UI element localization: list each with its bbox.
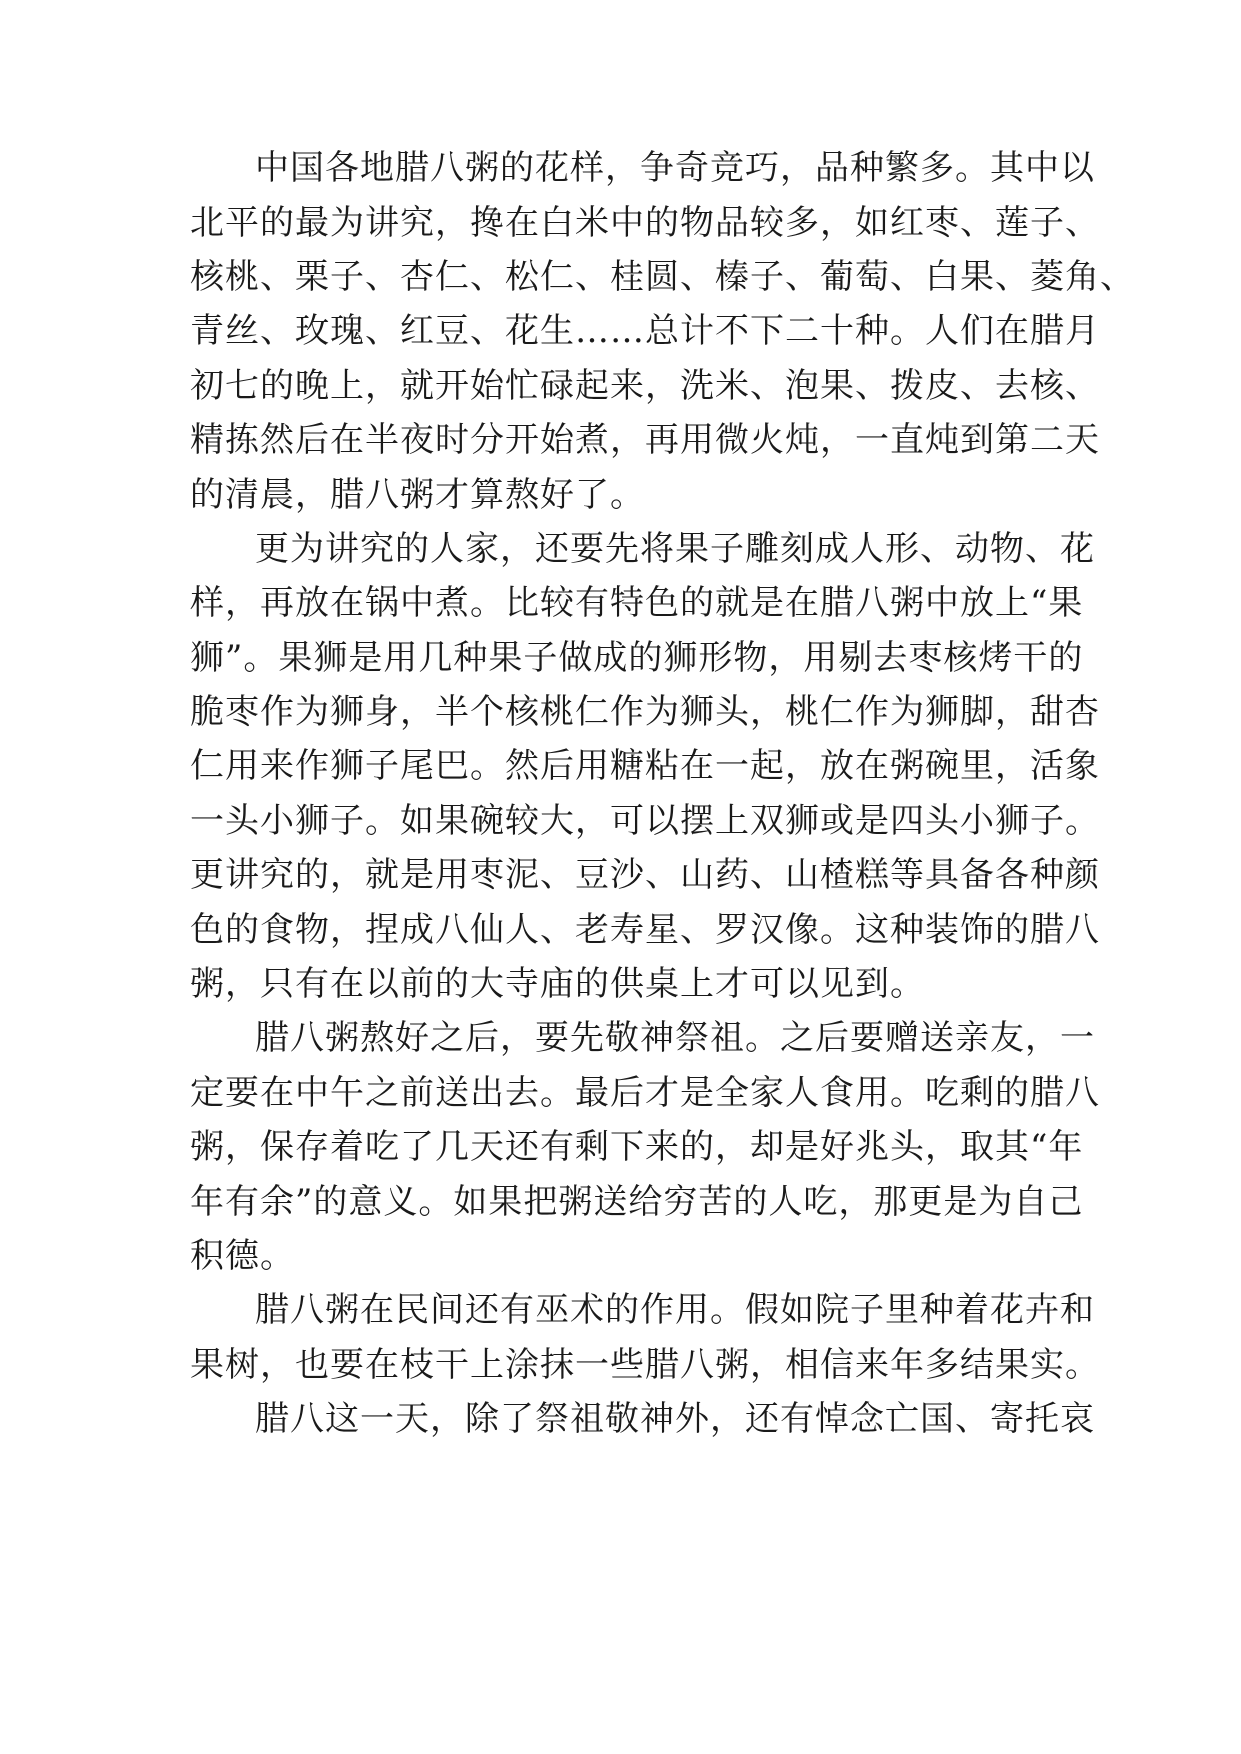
paragraph-1-line-2: 北平的最为讲究，搀在白米中的物品较多，如红枣、莲子、 [190, 203, 1100, 243]
paragraph-3-line-4: 年有余”的意义。如果把粥送给穷苦的人吃，那更是为自己 [190, 1182, 1084, 1222]
paragraph-5-line-1: 腊八这一天，除了祭祖敬神外，还有悼念亡国、寄托哀 [255, 1399, 1095, 1439]
paragraph-4-line-1: 腊八粥在民间还有巫术的作用。假如院子里种着花卉和 [255, 1290, 1095, 1330]
paragraph-2-line-2: 样，再放在锅中煮。比较有特色的就是在腊八粥中放上“果 [190, 583, 1084, 623]
paragraph-3-line-3: 粥，保存着吃了几天还有剩下来的，却是好兆头，取其“年 [190, 1127, 1084, 1167]
paragraph-2-line-7: 更讲究的，就是用枣泥、豆沙、山药、山楂糕等具备各种颜 [190, 855, 1100, 895]
paragraph-2-line-1: 更为讲究的人家，还要先将果子雕刻成人形、动物、花 [255, 529, 1095, 569]
paragraph-1-line-5: 初七的晚上，就开始忙碌起来，洗米、泡果、拨皮、去核、 [190, 366, 1100, 406]
paragraph-2-line-9: 粥，只有在以前的大寺庙的供桌上才可以见到。 [190, 964, 925, 1004]
paragraph-1-line-6: 精拣然后在半夜时分开始煮，再用微火炖，一直炖到第二天 [190, 420, 1100, 460]
paragraph-1-line-4: 青丝、玫瑰、红豆、花生……总计不下二十种。人们在腊月 [190, 311, 1100, 351]
paragraph-2-line-6: 一头小狮子。如果碗较大，可以摆上双狮或是四头小狮子。 [190, 801, 1100, 841]
paragraph-3-line-1: 腊八粥熬好之后，要先敬神祭祖。之后要赠送亲友，一 [255, 1018, 1095, 1058]
paragraph-1-line-3: 核桃、栗子、杏仁、松仁、桂圆、榛子、葡萄、白果、菱角、 [190, 257, 1135, 297]
paragraph-2-line-8: 色的食物，捏成八仙人、老寿星、罗汉像。这种装饰的腊八 [190, 910, 1100, 950]
paragraph-4-line-2: 果树，也要在枝干上涂抹一些腊八粥，相信来年多结果实。 [190, 1345, 1100, 1385]
paragraph-3-line-2: 定要在中午之前送出去。最后才是全家人食用。吃剩的腊八 [190, 1073, 1100, 1113]
paragraph-1-line-1: 中国各地腊八粥的花样，争奇竞巧，品种繁多。其中以 [255, 148, 1095, 188]
paragraph-2-line-4: 脆枣作为狮身，半个核桃仁作为狮头，桃仁作为狮脚，甜杏 [190, 692, 1100, 732]
paragraph-3-line-5: 积德。 [190, 1236, 295, 1276]
paragraph-1-line-7: 的清晨，腊八粥才算熬好了。 [190, 475, 645, 515]
paragraph-2-line-5: 仁用来作狮子尾巴。然后用糖粘在一起，放在粥碗里，活象 [190, 746, 1100, 786]
paragraph-2-line-3: 狮”。果狮是用几种果子做成的狮形物，用剔去枣核烤干的 [190, 638, 1084, 678]
